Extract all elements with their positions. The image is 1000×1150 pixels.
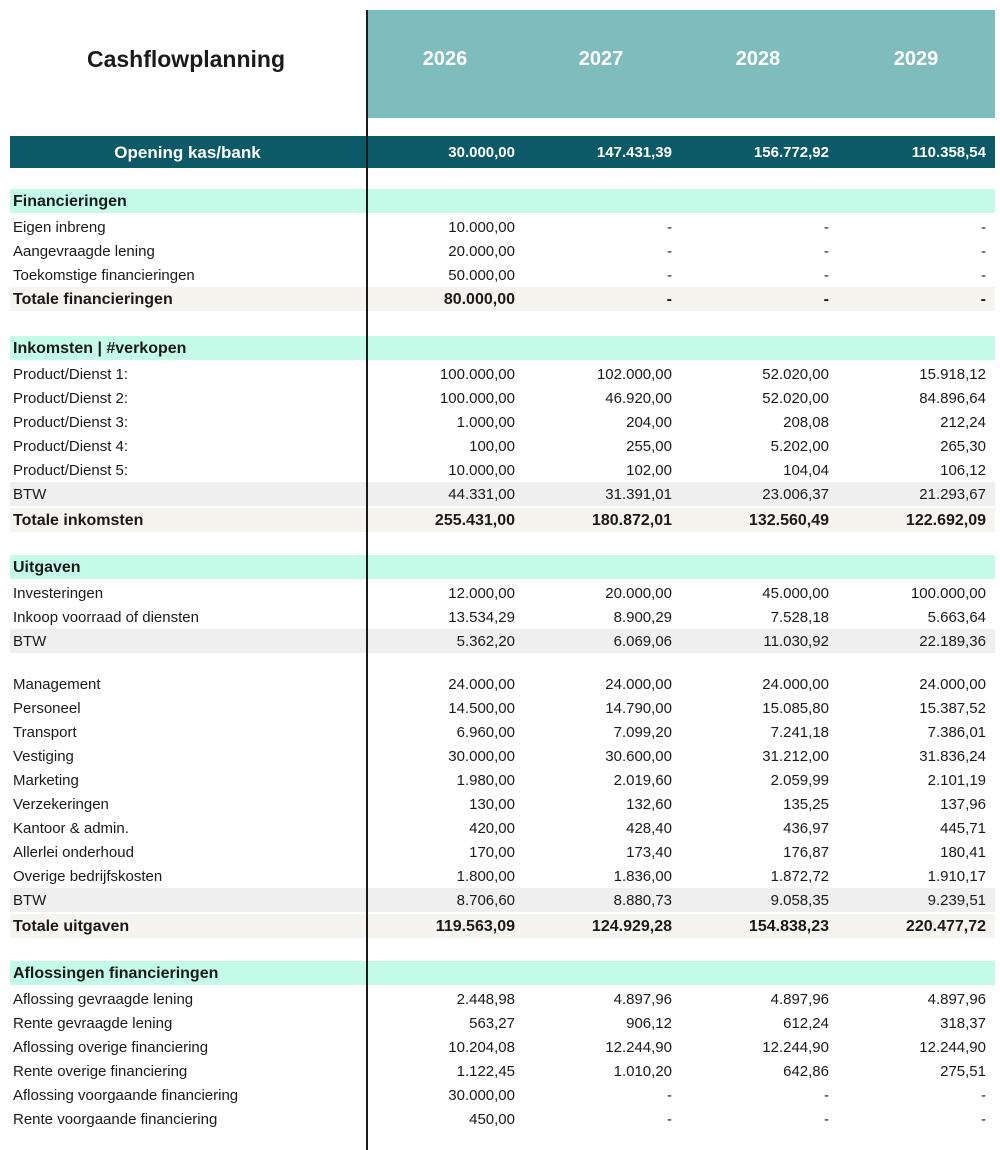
cell-value-2029: 31.836,24: [919, 748, 986, 765]
cell-value-2027: 24.000,00: [605, 676, 672, 693]
opening-balance-label: Opening kas/bank: [114, 143, 261, 162]
cell-value-2028: 7.528,18: [770, 609, 829, 626]
cell-value-2029: 137,96: [940, 796, 986, 813]
cell-value-2027: 428,40: [626, 820, 672, 837]
cell-value-2029: -: [981, 243, 986, 260]
cell-value-2029: 1.910,17: [927, 868, 986, 885]
row-label: Rente voorgaande financiering: [13, 1111, 218, 1128]
table-row: [10, 482, 995, 506]
cell-value-2027: 906,12: [626, 1015, 672, 1032]
table-row: [10, 768, 995, 792]
table-row: [10, 1059, 995, 1083]
table-row: [10, 605, 995, 629]
row-label: Marketing: [13, 772, 79, 789]
table-row: [10, 581, 995, 605]
table-row: [10, 215, 995, 239]
cell-value-2026: 30.000,00: [448, 1087, 515, 1104]
opening-balance-row: [10, 136, 995, 168]
row-label: Inkomsten | #verkopen: [13, 340, 187, 357]
cell-value-2027: 132,60: [626, 796, 672, 813]
cell-value-2028: -: [824, 267, 829, 284]
cell-value-2029: -: [981, 219, 986, 236]
cell-value-2028: 2.059,99: [770, 772, 829, 789]
table-row: [10, 744, 995, 768]
cell-value-2029: 84.896,64: [919, 390, 986, 407]
cell-value-2027: 173,40: [626, 844, 672, 861]
cell-value-2029: 4.897,96: [927, 991, 986, 1008]
cell-value-2027: 4.897,96: [613, 991, 672, 1008]
cell-value-2026: 170,00: [469, 844, 515, 861]
row-label: Product/Dienst 4:: [13, 438, 129, 455]
cell-value-2028: -: [824, 243, 829, 260]
cell-value-2026: 100,00: [469, 438, 515, 455]
row-label: Aflossing voorgaande financiering: [13, 1087, 239, 1104]
cell-value-2028: 11.030,92: [763, 633, 829, 650]
row-label: Aflossing gevraagde lening: [13, 991, 194, 1008]
row-label: BTW: [13, 486, 47, 503]
row-label: Management: [13, 676, 101, 693]
cell-value-2028: 24.000,00: [762, 676, 829, 693]
cell-value-2027: 20.000,00: [605, 585, 672, 602]
row-label: Overige bedrijfskosten: [13, 868, 163, 885]
cell-value-2028: 642,86: [783, 1063, 829, 1080]
cell-value-2028: -: [824, 1087, 829, 1104]
row-label: Personeel: [13, 700, 81, 717]
row-label: BTW: [13, 633, 47, 650]
cell-value-2026: 10.204,08: [448, 1039, 515, 1056]
table-row: [10, 816, 995, 840]
cell-value-2027: 102.000,00: [596, 366, 672, 383]
table-row: [10, 696, 995, 720]
row-label: Vestiging: [13, 748, 74, 765]
row-label: Totale uitgaven: [13, 918, 130, 935]
opening-value-2026: 30.000,00: [448, 144, 515, 161]
row-label: Verzekeringen: [13, 796, 109, 813]
cell-value-2028: 135,25: [783, 796, 829, 813]
table-row: [10, 239, 995, 263]
cell-value-2027: 180.872,01: [591, 512, 672, 529]
cell-value-2026: 100.000,00: [439, 366, 515, 383]
cell-value-2029: 15.387,52: [919, 700, 986, 717]
cell-value-2029: -: [981, 267, 986, 284]
opening-value-2028: 156.772,92: [753, 144, 829, 161]
cell-value-2027: 255,00: [626, 438, 672, 455]
table-row: [10, 1083, 995, 1107]
table-row: [10, 434, 995, 458]
cell-value-2028: 7.241,18: [770, 724, 829, 741]
table-row: [10, 987, 995, 1011]
cell-value-2029: 24.000,00: [919, 676, 986, 693]
cell-value-2028: 15.085,80: [762, 700, 829, 717]
cell-value-2028: 436,97: [783, 820, 829, 837]
table-row: [10, 263, 995, 287]
table-row: [10, 888, 995, 912]
cell-value-2026: 5.362,20: [456, 633, 515, 650]
cell-value-2026: 10.000,00: [448, 462, 515, 479]
cell-value-2026: 100.000,00: [439, 390, 515, 407]
row-label: Allerlei onderhoud: [13, 844, 134, 861]
row-label: Transport: [13, 724, 77, 741]
cell-value-2027: 30.600,00: [605, 748, 672, 765]
cell-value-2028: 104,04: [783, 462, 829, 479]
cell-value-2027: 8.880,73: [613, 892, 672, 909]
cell-value-2029: 12.244,90: [919, 1039, 986, 1056]
cell-value-2026: 2.448,98: [456, 991, 515, 1008]
cell-value-2026: 12.000,00: [448, 585, 515, 602]
cell-value-2026: 14.500,00: [448, 700, 515, 717]
cell-value-2027: 12.244,90: [605, 1039, 672, 1056]
cell-value-2028: 52.020,00: [762, 390, 829, 407]
cell-value-2029: 5.663,64: [927, 609, 986, 626]
cell-value-2027: -: [667, 219, 672, 236]
cell-value-2028: 132.560,49: [748, 512, 829, 529]
cell-value-2029: 100.000,00: [910, 585, 986, 602]
row-label: Totale financieringen: [13, 291, 173, 308]
cell-value-2026: 119.563,09: [435, 918, 515, 935]
cell-value-2026: 130,00: [469, 796, 515, 813]
cell-value-2028: -: [823, 291, 829, 308]
cell-value-2028: -: [824, 219, 829, 236]
cell-value-2029: 220.477,72: [905, 918, 986, 935]
section-header-uitgaven: [10, 555, 995, 579]
cell-value-2027: 7.099,20: [613, 724, 672, 741]
cell-value-2027: 14.790,00: [605, 700, 672, 717]
cell-value-2027: 2.019,60: [613, 772, 672, 789]
table-row: [10, 840, 995, 864]
row-label: Product/Dienst 3:: [13, 414, 129, 431]
cell-value-2026: 30.000,00: [448, 748, 515, 765]
table-row: [10, 1035, 995, 1059]
row-label: Product/Dienst 1:: [13, 366, 129, 383]
cell-value-2027: 102,00: [626, 462, 672, 479]
cell-value-2027: -: [666, 291, 672, 308]
table-row: [10, 362, 995, 386]
section-header-inkomsten-verkopen: [10, 336, 995, 360]
cell-value-2028: 23.006,37: [762, 486, 829, 503]
row-label: Aflossing overige financiering: [13, 1039, 209, 1056]
row-label: Product/Dienst 2:: [13, 390, 129, 407]
table-row: [10, 720, 995, 744]
table-row: [10, 458, 995, 482]
table-row: [10, 672, 995, 696]
cell-value-2028: 12.244,90: [762, 1039, 829, 1056]
table-row: [10, 792, 995, 816]
row-label: Product/Dienst 5:: [13, 462, 129, 479]
cell-value-2027: 31.391,01: [605, 486, 672, 503]
cell-value-2026: 80.000,00: [443, 291, 515, 308]
cell-value-2027: 46.920,00: [605, 390, 672, 407]
cell-value-2026: 1.800,00: [456, 868, 515, 885]
cell-value-2028: 612,24: [783, 1015, 829, 1032]
cell-value-2027: 124.929,28: [591, 918, 672, 935]
year-header-2028: 2028: [735, 48, 781, 70]
cell-value-2026: 13.534,29: [448, 609, 515, 626]
sheet-title: Cashflowplanning: [86, 46, 286, 72]
cell-value-2028: 31.212,00: [762, 748, 829, 765]
cell-value-2026: 1.000,00: [456, 414, 515, 431]
cell-value-2029: 212,24: [940, 414, 986, 431]
cell-value-2026: 1.980,00: [456, 772, 515, 789]
cell-value-2028: 208,08: [783, 414, 829, 431]
cell-value-2028: 5.202,00: [770, 438, 829, 455]
row-label: Aangevraagde lening: [13, 243, 155, 260]
cell-value-2028: 45.000,00: [762, 585, 829, 602]
cell-value-2027: -: [667, 243, 672, 260]
table-row: [10, 386, 995, 410]
row-label: Uitgaven: [13, 559, 81, 576]
cell-value-2027: 1.836,00: [613, 868, 672, 885]
cell-value-2028: 154.838,23: [748, 918, 829, 935]
section-header-aflossingen-financieringen: [10, 961, 995, 985]
opening-value-2027: 147.431,39: [596, 144, 672, 161]
row-label: Rente gevraagde lening: [13, 1015, 173, 1032]
table-row: [10, 1107, 995, 1131]
cell-value-2029: 7.386,01: [927, 724, 986, 741]
cell-value-2026: 8.706,60: [456, 892, 515, 909]
cell-value-2027: -: [667, 1111, 672, 1128]
cell-value-2029: 106,12: [940, 462, 986, 479]
row-label: Kantoor & admin.: [13, 820, 129, 837]
cell-value-2026: 44.331,00: [448, 486, 515, 503]
cell-value-2026: 10.000,00: [448, 219, 515, 236]
cell-value-2027: 6.069,06: [613, 633, 672, 650]
cell-value-2028: 4.897,96: [770, 991, 829, 1008]
cell-value-2029: -: [980, 291, 986, 308]
cell-value-2029: 180,41: [940, 844, 986, 861]
cell-value-2026: 20.000,00: [448, 243, 515, 260]
row-label: Totale inkomsten: [13, 512, 144, 529]
cell-value-2026: 6.960,00: [456, 724, 515, 741]
cell-value-2026: 50.000,00: [448, 267, 515, 284]
column-divider: [366, 10, 368, 1150]
year-header-2029: 2029: [893, 48, 939, 70]
row-label: Inkoop voorraad of diensten: [13, 609, 199, 626]
year-header-2026: 2026: [422, 48, 468, 70]
row-label: Financieringen: [13, 193, 127, 210]
cell-value-2029: 122.692,09: [905, 512, 986, 529]
cell-value-2029: 265,30: [940, 438, 986, 455]
row-label: Eigen inbreng: [13, 219, 106, 236]
cell-value-2029: -: [981, 1111, 986, 1128]
cell-value-2027: 204,00: [626, 414, 672, 431]
cell-value-2029: 275,51: [940, 1063, 986, 1080]
cell-value-2028: -: [824, 1111, 829, 1128]
cell-value-2029: 318,37: [940, 1015, 986, 1032]
cell-value-2026: 420,00: [469, 820, 515, 837]
row-label: Aflossingen financieringen: [13, 965, 219, 982]
table-row: [10, 864, 995, 888]
cell-value-2026: 563,27: [469, 1015, 515, 1032]
cell-value-2026: 1.122,45: [456, 1063, 515, 1080]
total-row-totale-inkomsten: [10, 508, 995, 532]
table-row: [10, 629, 995, 653]
table-row: [10, 1011, 995, 1035]
cell-value-2028: 9.058,35: [770, 892, 829, 909]
total-row-totale-financieringen: [10, 287, 995, 311]
cell-value-2029: 22.189,36: [919, 633, 986, 650]
cell-value-2027: -: [667, 1087, 672, 1104]
row-label: Rente overige financiering: [13, 1063, 188, 1080]
section-header-financieringen: [10, 189, 995, 213]
cell-value-2028: 1.872,72: [770, 868, 829, 885]
cell-value-2026: 255.431,00: [434, 512, 515, 529]
cell-value-2027: 1.010,20: [613, 1063, 672, 1080]
row-label: Toekomstige financieringen: [13, 267, 195, 284]
cell-value-2027: -: [667, 267, 672, 284]
total-row-totale-uitgaven: [10, 914, 995, 938]
row-label: BTW: [13, 892, 47, 909]
year-header-2027: 2027: [578, 48, 624, 70]
cell-value-2027: 8.900,29: [613, 609, 672, 626]
cell-value-2028: 176,87: [783, 844, 829, 861]
cell-value-2026: 450,00: [469, 1111, 515, 1128]
cell-value-2026: 24.000,00: [448, 676, 515, 693]
opening-value-2029: 110.358,54: [911, 144, 986, 161]
cell-value-2028: 52.020,00: [762, 366, 829, 383]
cell-value-2029: 2.101,19: [927, 772, 986, 789]
row-label: Investeringen: [13, 585, 104, 602]
table-row: [10, 410, 995, 434]
cell-value-2029: 9.239,51: [927, 892, 986, 909]
cell-value-2029: 445,71: [940, 820, 986, 837]
cell-value-2029: -: [981, 1087, 986, 1104]
cell-value-2029: 21.293,67: [919, 486, 986, 503]
cell-value-2029: 15.918,12: [919, 366, 986, 383]
